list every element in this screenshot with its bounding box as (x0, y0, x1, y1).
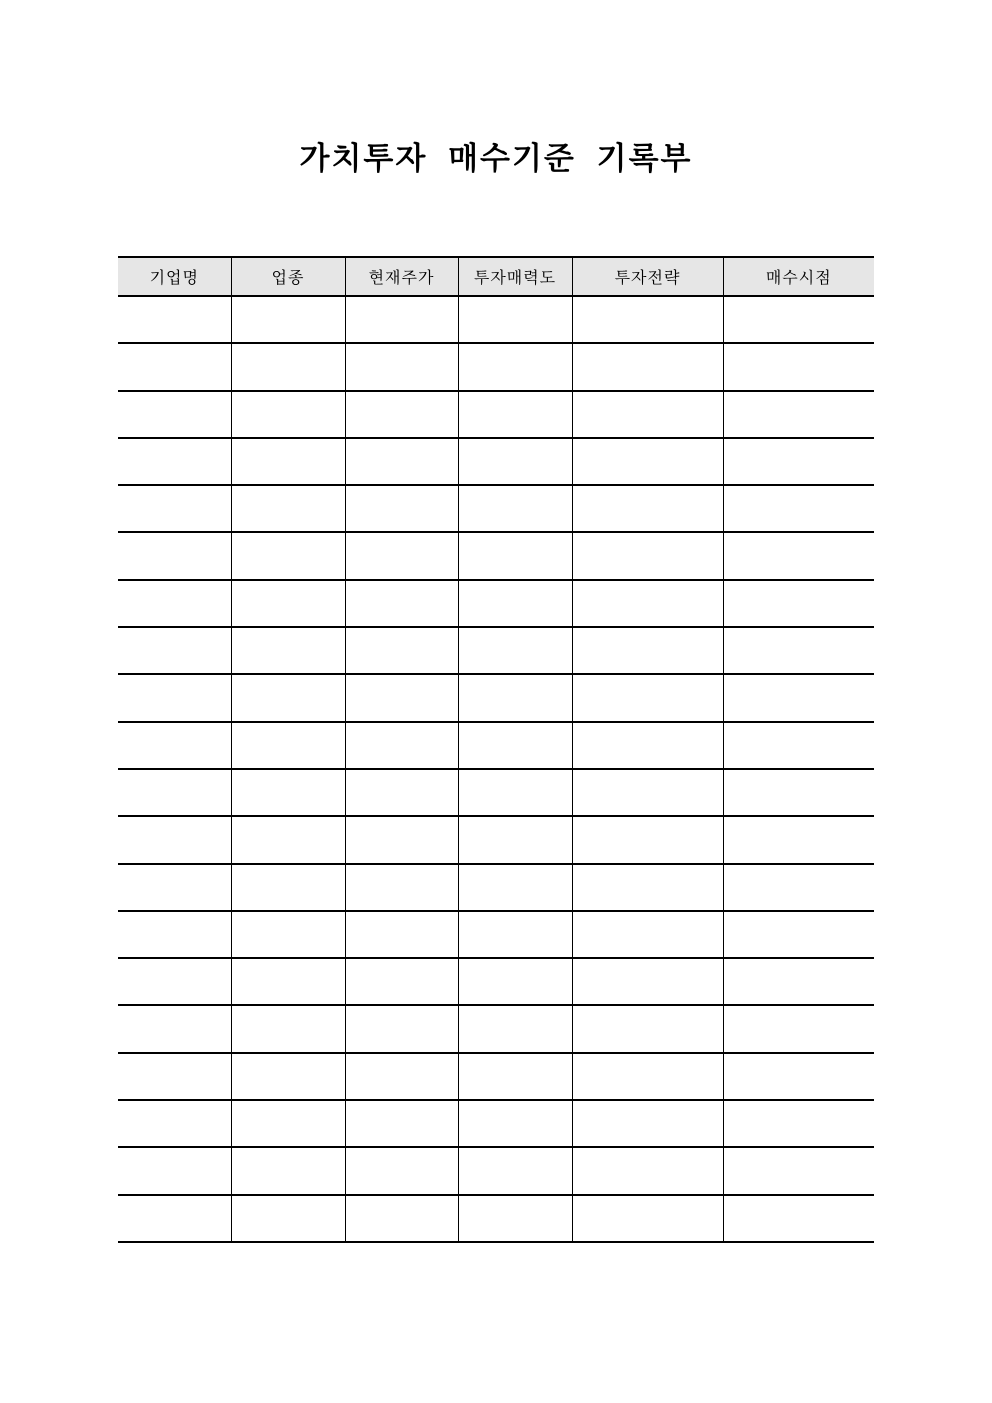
cell-investment-appeal[interactable] (458, 627, 572, 674)
cell-company-name[interactable] (118, 1100, 231, 1147)
cell-investment-appeal[interactable] (458, 1195, 572, 1242)
cell-investment-appeal[interactable] (458, 580, 572, 627)
table-body (118, 296, 874, 1242)
cell-current-price[interactable] (345, 911, 458, 958)
cell-industry[interactable] (231, 816, 345, 863)
cell-investment-strategy[interactable] (572, 769, 723, 816)
cell-current-price[interactable] (345, 674, 458, 721)
column-header-purchase-timing: 매수시점 (723, 257, 874, 296)
cell-investment-appeal[interactable] (458, 1100, 572, 1147)
cell-investment-strategy[interactable] (572, 864, 723, 911)
cell-company-name[interactable] (118, 816, 231, 863)
cell-purchase-timing[interactable] (723, 580, 874, 627)
cell-investment-strategy[interactable] (572, 958, 723, 1005)
cell-industry[interactable] (231, 1005, 345, 1052)
cell-industry[interactable] (231, 343, 345, 390)
table-row (118, 438, 874, 485)
cell-purchase-timing[interactable] (723, 1005, 874, 1052)
cell-company-name[interactable] (118, 343, 231, 390)
cell-company-name[interactable] (118, 485, 231, 532)
purchase-criteria-table (118, 256, 874, 1243)
cell-current-price[interactable] (345, 1005, 458, 1052)
cell-current-price[interactable] (345, 438, 458, 485)
cell-current-price[interactable] (345, 816, 458, 863)
cell-purchase-timing[interactable] (723, 391, 874, 438)
cell-investment-appeal[interactable] (458, 532, 572, 579)
table-row (118, 1053, 874, 1100)
cell-industry[interactable] (231, 532, 345, 579)
cell-current-price[interactable] (345, 769, 458, 816)
table-header-row (118, 257, 874, 296)
table-row (118, 958, 874, 1005)
cell-company-name[interactable] (118, 296, 231, 343)
cell-purchase-timing[interactable] (723, 343, 874, 390)
cell-company-name[interactable] (118, 532, 231, 579)
cell-current-price[interactable] (345, 343, 458, 390)
cell-purchase-timing[interactable] (723, 722, 874, 769)
cell-investment-strategy[interactable] (572, 343, 723, 390)
cell-company-name[interactable] (118, 864, 231, 911)
cell-company-name[interactable] (118, 391, 231, 438)
cell-purchase-timing[interactable] (723, 864, 874, 911)
cell-investment-strategy[interactable] (572, 391, 723, 438)
cell-investment-appeal[interactable] (458, 769, 572, 816)
table-row (118, 296, 874, 343)
cell-purchase-timing[interactable] (723, 769, 874, 816)
table-row (118, 1147, 874, 1194)
cell-investment-appeal[interactable] (458, 391, 572, 438)
cell-industry[interactable] (231, 1100, 345, 1147)
cell-investment-strategy[interactable] (572, 911, 723, 958)
cell-purchase-timing[interactable] (723, 1195, 874, 1242)
table-row (118, 485, 874, 532)
cell-company-name[interactable] (118, 1147, 231, 1194)
cell-current-price[interactable] (345, 864, 458, 911)
cell-current-price[interactable] (345, 485, 458, 532)
table-row (118, 580, 874, 627)
column-header-current-price: 현재주가 (345, 257, 458, 296)
cell-purchase-timing[interactable] (723, 296, 874, 343)
cell-purchase-timing[interactable] (723, 958, 874, 1005)
cell-investment-appeal[interactable] (458, 958, 572, 1005)
table-row (118, 864, 874, 911)
cell-current-price[interactable] (345, 1100, 458, 1147)
cell-investment-appeal[interactable] (458, 343, 572, 390)
cell-company-name[interactable] (118, 438, 231, 485)
cell-industry[interactable] (231, 296, 345, 343)
cell-industry[interactable] (231, 1147, 345, 1194)
cell-purchase-timing[interactable] (723, 1147, 874, 1194)
cell-purchase-timing[interactable] (723, 1053, 874, 1100)
cell-company-name[interactable] (118, 958, 231, 1005)
cell-purchase-timing[interactable] (723, 485, 874, 532)
cell-investment-appeal[interactable] (458, 864, 572, 911)
cell-industry[interactable] (231, 769, 345, 816)
cell-industry[interactable] (231, 722, 345, 769)
cell-investment-strategy[interactable] (572, 580, 723, 627)
cell-investment-strategy[interactable] (572, 438, 723, 485)
cell-investment-strategy[interactable] (572, 296, 723, 343)
table-row (118, 816, 874, 863)
cell-company-name[interactable] (118, 722, 231, 769)
table-row (118, 391, 874, 438)
cell-purchase-timing[interactable] (723, 816, 874, 863)
cell-purchase-timing[interactable] (723, 1100, 874, 1147)
cell-purchase-timing[interactable] (723, 532, 874, 579)
cell-investment-strategy[interactable] (572, 816, 723, 863)
cell-industry[interactable] (231, 1195, 345, 1242)
cell-investment-appeal[interactable] (458, 485, 572, 532)
cell-current-price[interactable] (345, 532, 458, 579)
cell-current-price[interactable] (345, 391, 458, 438)
column-header-industry: 업종 (231, 257, 345, 296)
cell-purchase-timing[interactable] (723, 674, 874, 721)
cell-investment-appeal[interactable] (458, 674, 572, 721)
cell-company-name[interactable] (118, 1195, 231, 1242)
table-row (118, 722, 874, 769)
cell-industry[interactable] (231, 438, 345, 485)
cell-investment-strategy[interactable] (572, 532, 723, 579)
cell-investment-strategy[interactable] (572, 1005, 723, 1052)
cell-investment-strategy[interactable] (572, 485, 723, 532)
cell-current-price[interactable] (345, 1195, 458, 1242)
cell-industry[interactable] (231, 1053, 345, 1100)
cell-investment-appeal[interactable] (458, 816, 572, 863)
column-header-company-name: 기업명 (118, 257, 231, 296)
table-row (118, 1100, 874, 1147)
cell-company-name[interactable] (118, 1053, 231, 1100)
cell-industry[interactable] (231, 864, 345, 911)
cell-investment-strategy[interactable] (572, 627, 723, 674)
cell-investment-strategy[interactable] (572, 1100, 723, 1147)
cell-investment-appeal[interactable] (458, 296, 572, 343)
cell-industry[interactable] (231, 485, 345, 532)
cell-current-price[interactable] (345, 1147, 458, 1194)
cell-investment-appeal[interactable] (458, 438, 572, 485)
table-row (118, 1005, 874, 1052)
table-row (118, 627, 874, 674)
table-row (118, 532, 874, 579)
column-header-investment-appeal: 투자매력도 (458, 257, 572, 296)
cell-industry[interactable] (231, 391, 345, 438)
cell-current-price[interactable] (345, 627, 458, 674)
cell-investment-strategy[interactable] (572, 722, 723, 769)
cell-current-price[interactable] (345, 1053, 458, 1100)
column-header-investment-strategy: 투자전략 (572, 257, 723, 296)
cell-company-name[interactable] (118, 627, 231, 674)
cell-investment-strategy[interactable] (572, 1053, 723, 1100)
cell-current-price[interactable] (345, 958, 458, 1005)
table-row (118, 769, 874, 816)
cell-current-price[interactable] (345, 722, 458, 769)
cell-current-price[interactable] (345, 580, 458, 627)
cell-industry[interactable] (231, 627, 345, 674)
table-row (118, 343, 874, 390)
cell-investment-appeal[interactable] (458, 722, 572, 769)
cell-industry[interactable] (231, 958, 345, 1005)
cell-industry[interactable] (231, 674, 345, 721)
cell-company-name[interactable] (118, 580, 231, 627)
cell-purchase-timing[interactable] (723, 627, 874, 674)
cell-company-name[interactable] (118, 911, 231, 958)
table-row (118, 674, 874, 721)
cell-purchase-timing[interactable] (723, 438, 874, 485)
cell-industry[interactable] (231, 580, 345, 627)
cell-investment-appeal[interactable] (458, 1005, 572, 1052)
cell-company-name[interactable] (118, 769, 231, 816)
cell-investment-appeal[interactable] (458, 1147, 572, 1194)
table-row (118, 911, 874, 958)
document-title: 가치투자 매수기준 기록부 (299, 141, 693, 177)
cell-investment-strategy[interactable] (572, 1147, 723, 1194)
cell-company-name[interactable] (118, 1005, 231, 1052)
cell-investment-strategy[interactable] (572, 674, 723, 721)
cell-investment-strategy[interactable] (572, 1195, 723, 1242)
cell-industry[interactable] (231, 911, 345, 958)
cell-investment-appeal[interactable] (458, 911, 572, 958)
cell-company-name[interactable] (118, 674, 231, 721)
table-row (118, 1195, 874, 1242)
cell-investment-appeal[interactable] (458, 1053, 572, 1100)
cell-purchase-timing[interactable] (723, 911, 874, 958)
cell-current-price[interactable] (345, 296, 458, 343)
